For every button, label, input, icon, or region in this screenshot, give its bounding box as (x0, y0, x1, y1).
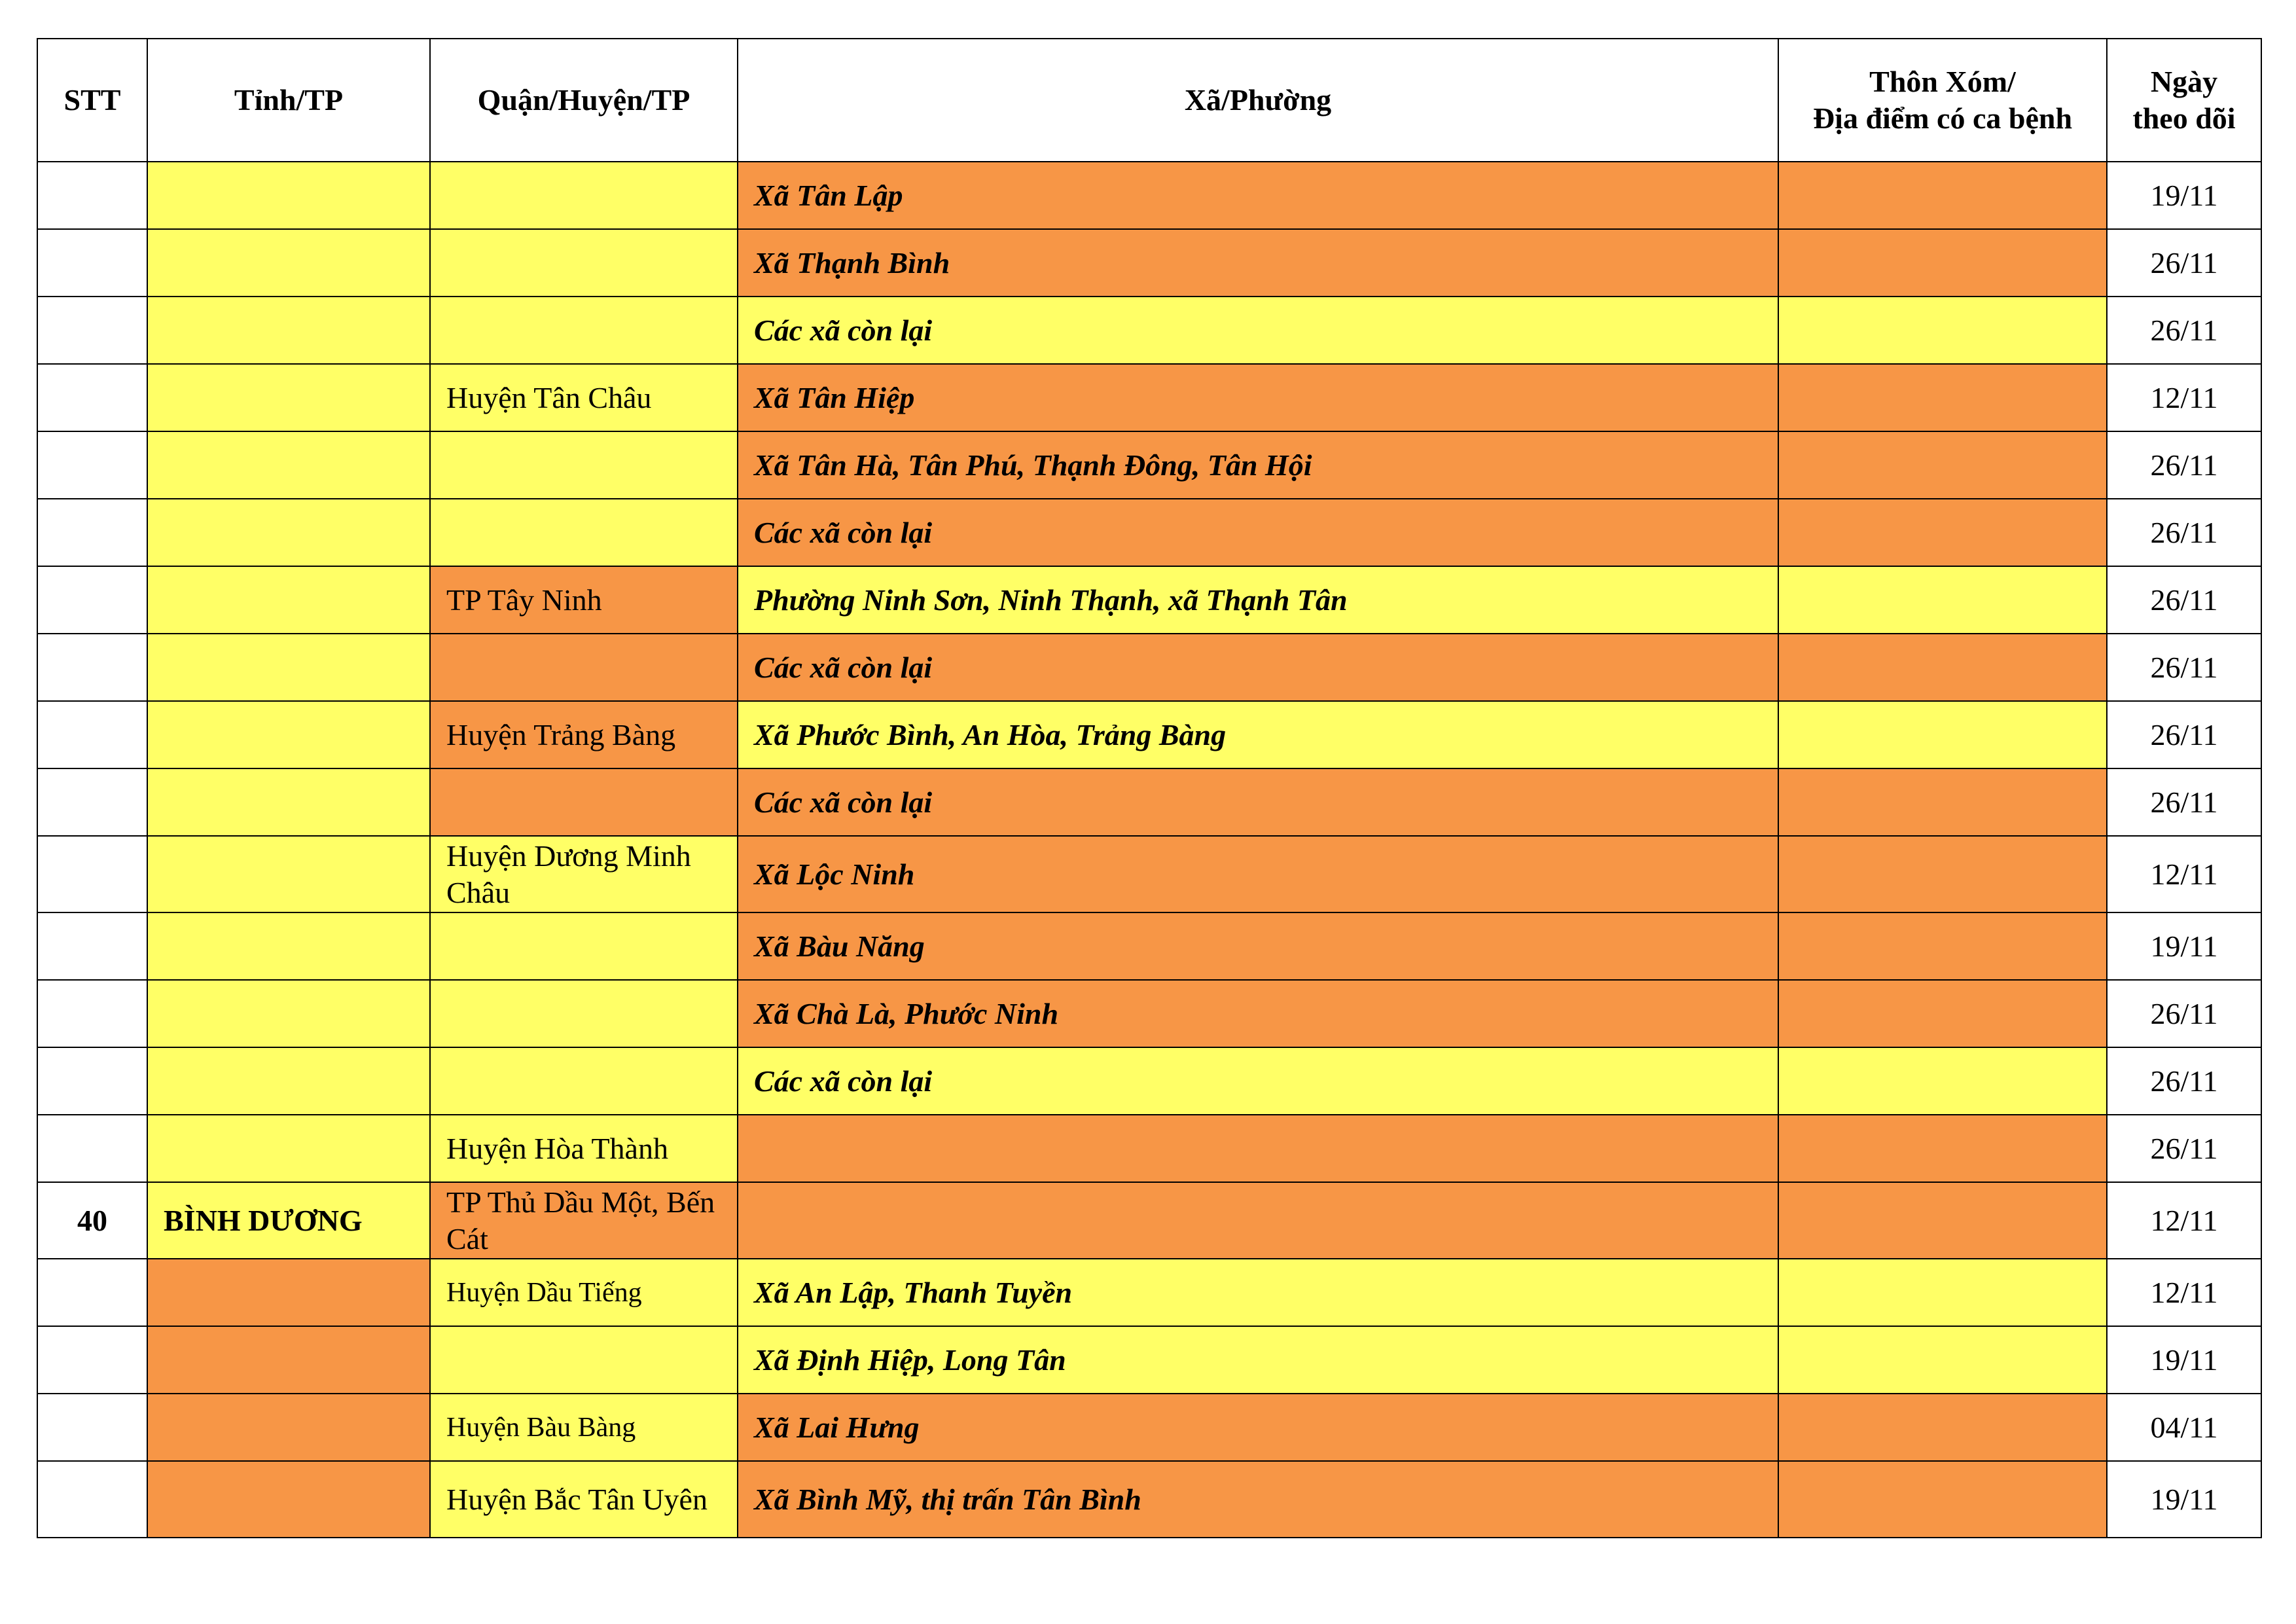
cell-hamlet (1778, 912, 2107, 980)
table-row (37, 499, 2261, 566)
cell-stt (37, 297, 147, 364)
cell-monitoring-date: 26/11 (2107, 1047, 2261, 1115)
cell-province (147, 836, 430, 912)
cell-stt (37, 1394, 147, 1461)
cell-hamlet (1778, 980, 2107, 1047)
table-row (37, 162, 2261, 229)
cell-stt (37, 1115, 147, 1182)
header-row (37, 39, 2261, 162)
cell-district: Huyện Dương Minh Châu (430, 836, 738, 912)
cell-commune: Xã Thạnh Bình (738, 229, 1778, 297)
cell-province: BÌNH DƯƠNG (147, 1182, 430, 1259)
cell-stt (37, 1047, 147, 1115)
cell-stt (37, 912, 147, 980)
cell-commune: Xã Chà Là, Phước Ninh (738, 980, 1778, 1047)
cell-commune: Các xã còn lại (738, 297, 1778, 364)
table-row (37, 1394, 2261, 1461)
cell-monitoring-date: 12/11 (2107, 836, 2261, 912)
cell-district (430, 912, 738, 980)
cell-monitoring-date: 26/11 (2107, 229, 2261, 297)
table-row (37, 1182, 2261, 1259)
cell-monitoring-date: 12/11 (2107, 1182, 2261, 1259)
cell-commune: Xã Phước Bình, An Hòa, Trảng Bàng (738, 701, 1778, 768)
cell-monitoring-date: 26/11 (2107, 634, 2261, 701)
cell-province (147, 566, 430, 634)
header-commune: Xã/Phường (738, 39, 1778, 162)
header-district: Quận/Huyện/TP (430, 39, 738, 162)
cell-hamlet (1778, 836, 2107, 912)
cell-province (147, 1461, 430, 1538)
cell-district (430, 980, 738, 1047)
cell-monitoring-date: 19/11 (2107, 162, 2261, 229)
cell-stt (37, 499, 147, 566)
cell-district: Huyện Bắc Tân Uyên (430, 1461, 738, 1538)
cell-monitoring-date: 26/11 (2107, 1115, 2261, 1182)
cell-hamlet (1778, 1326, 2107, 1394)
cell-monitoring-date: 19/11 (2107, 1326, 2261, 1394)
cell-stt (37, 980, 147, 1047)
cell-hamlet (1778, 364, 2107, 431)
cell-commune: Các xã còn lại (738, 768, 1778, 836)
table-row (37, 1047, 2261, 1115)
cell-province (147, 364, 430, 431)
cell-commune (738, 1115, 1778, 1182)
cell-district (430, 297, 738, 364)
cell-commune: Các xã còn lại (738, 499, 1778, 566)
header-hamlet: Thôn Xóm/ Địa điểm có ca bệnh (1778, 39, 2107, 162)
cell-monitoring-date: 12/11 (2107, 1259, 2261, 1326)
table-row (37, 431, 2261, 499)
cell-district: TP Tây Ninh (430, 566, 738, 634)
cell-province (147, 1259, 430, 1326)
cell-hamlet (1778, 1394, 2107, 1461)
cell-province (147, 1047, 430, 1115)
cell-monitoring-date: 26/11 (2107, 768, 2261, 836)
cell-hamlet (1778, 1115, 2107, 1182)
cell-district (430, 431, 738, 499)
table-row (37, 1115, 2261, 1182)
cell-province (147, 297, 430, 364)
header-monitoring-date: Ngày theo dõi (2107, 39, 2261, 162)
cell-commune: Xã Tân Hiệp (738, 364, 1778, 431)
cell-hamlet (1778, 1182, 2107, 1259)
monitoring-table (37, 38, 2262, 1538)
cell-commune: Các xã còn lại (738, 634, 1778, 701)
table-row (37, 566, 2261, 634)
cell-monitoring-date: 12/11 (2107, 364, 2261, 431)
cell-district: TP Thủ Dầu Một, Bến Cát (430, 1182, 738, 1259)
cell-commune: Xã Lộc Ninh (738, 836, 1778, 912)
cell-district: Huyện Trảng Bàng (430, 701, 738, 768)
cell-hamlet (1778, 499, 2107, 566)
cell-district (430, 1047, 738, 1115)
table-row (37, 980, 2261, 1047)
cell-hamlet (1778, 297, 2107, 364)
cell-stt (37, 364, 147, 431)
table-row (37, 634, 2261, 701)
table-body (37, 162, 2261, 1538)
cell-commune: Xã Bình Mỹ, thị trấn Tân Bình (738, 1461, 1778, 1538)
cell-hamlet (1778, 768, 2107, 836)
cell-district: Huyện Bàu Bàng (430, 1394, 738, 1461)
cell-district (430, 499, 738, 566)
cell-monitoring-date: 26/11 (2107, 297, 2261, 364)
table-row (37, 1326, 2261, 1394)
table-row (37, 297, 2261, 364)
cell-province (147, 1115, 430, 1182)
cell-province (147, 701, 430, 768)
table-row (37, 1259, 2261, 1326)
cell-province (147, 980, 430, 1047)
cell-commune: Xã Tân Hà, Tân Phú, Thạnh Đông, Tân Hội (738, 431, 1778, 499)
cell-province (147, 912, 430, 980)
cell-province (147, 431, 430, 499)
header-province: Tỉnh/TP (147, 39, 430, 162)
cell-district (430, 1326, 738, 1394)
cell-stt (37, 1461, 147, 1538)
cell-monitoring-date: 26/11 (2107, 431, 2261, 499)
cell-stt (37, 162, 147, 229)
cell-province (147, 229, 430, 297)
cell-hamlet (1778, 229, 2107, 297)
cell-province (147, 499, 430, 566)
cell-monitoring-date: 19/11 (2107, 1461, 2261, 1538)
table-row (37, 836, 2261, 912)
cell-province (147, 162, 430, 229)
cell-stt (37, 634, 147, 701)
cell-district (430, 162, 738, 229)
cell-commune: Xã An Lập, Thanh Tuyền (738, 1259, 1778, 1326)
cell-hamlet (1778, 566, 2107, 634)
cell-hamlet (1778, 431, 2107, 499)
cell-commune: Phường Ninh Sơn, Ninh Thạnh, xã Thạnh Tân (738, 566, 1778, 634)
cell-monitoring-date: 26/11 (2107, 499, 2261, 566)
cell-stt (37, 701, 147, 768)
cell-province (147, 634, 430, 701)
cell-commune: Xã Định Hiệp, Long Tân (738, 1326, 1778, 1394)
cell-stt (37, 836, 147, 912)
cell-province (147, 1326, 430, 1394)
cell-monitoring-date: 26/11 (2107, 980, 2261, 1047)
table-row (37, 701, 2261, 768)
header-stt: STT (37, 39, 147, 162)
cell-stt: 40 (37, 1182, 147, 1259)
cell-hamlet (1778, 1259, 2107, 1326)
cell-stt (37, 1326, 147, 1394)
cell-province (147, 1394, 430, 1461)
cell-district (430, 229, 738, 297)
cell-commune: Xã Tân Lập (738, 162, 1778, 229)
cell-stt (37, 431, 147, 499)
table-row (37, 364, 2261, 431)
cell-stt (37, 768, 147, 836)
cell-commune: Xã Lai Hưng (738, 1394, 1778, 1461)
cell-province (147, 768, 430, 836)
cell-monitoring-date: 19/11 (2107, 912, 2261, 980)
table-row (37, 1461, 2261, 1538)
cell-hamlet (1778, 162, 2107, 229)
cell-hamlet (1778, 1461, 2107, 1538)
cell-stt (37, 566, 147, 634)
cell-commune: Các xã còn lại (738, 1047, 1778, 1115)
cell-stt (37, 229, 147, 297)
cell-stt (37, 1259, 147, 1326)
table-row (37, 912, 2261, 980)
table-row (37, 768, 2261, 836)
cell-district: Huyện Dầu Tiếng (430, 1259, 738, 1326)
cell-commune (738, 1182, 1778, 1259)
table-row (37, 229, 2261, 297)
cell-district: Huyện Tân Châu (430, 364, 738, 431)
cell-district: Huyện Hòa Thành (430, 1115, 738, 1182)
cell-district (430, 768, 738, 836)
cell-hamlet (1778, 701, 2107, 768)
cell-hamlet (1778, 1047, 2107, 1115)
cell-hamlet (1778, 634, 2107, 701)
cell-monitoring-date: 04/11 (2107, 1394, 2261, 1461)
cell-monitoring-date: 26/11 (2107, 701, 2261, 768)
cell-district (430, 634, 738, 701)
cell-commune: Xã Bàu Năng (738, 912, 1778, 980)
cell-monitoring-date: 26/11 (2107, 566, 2261, 634)
